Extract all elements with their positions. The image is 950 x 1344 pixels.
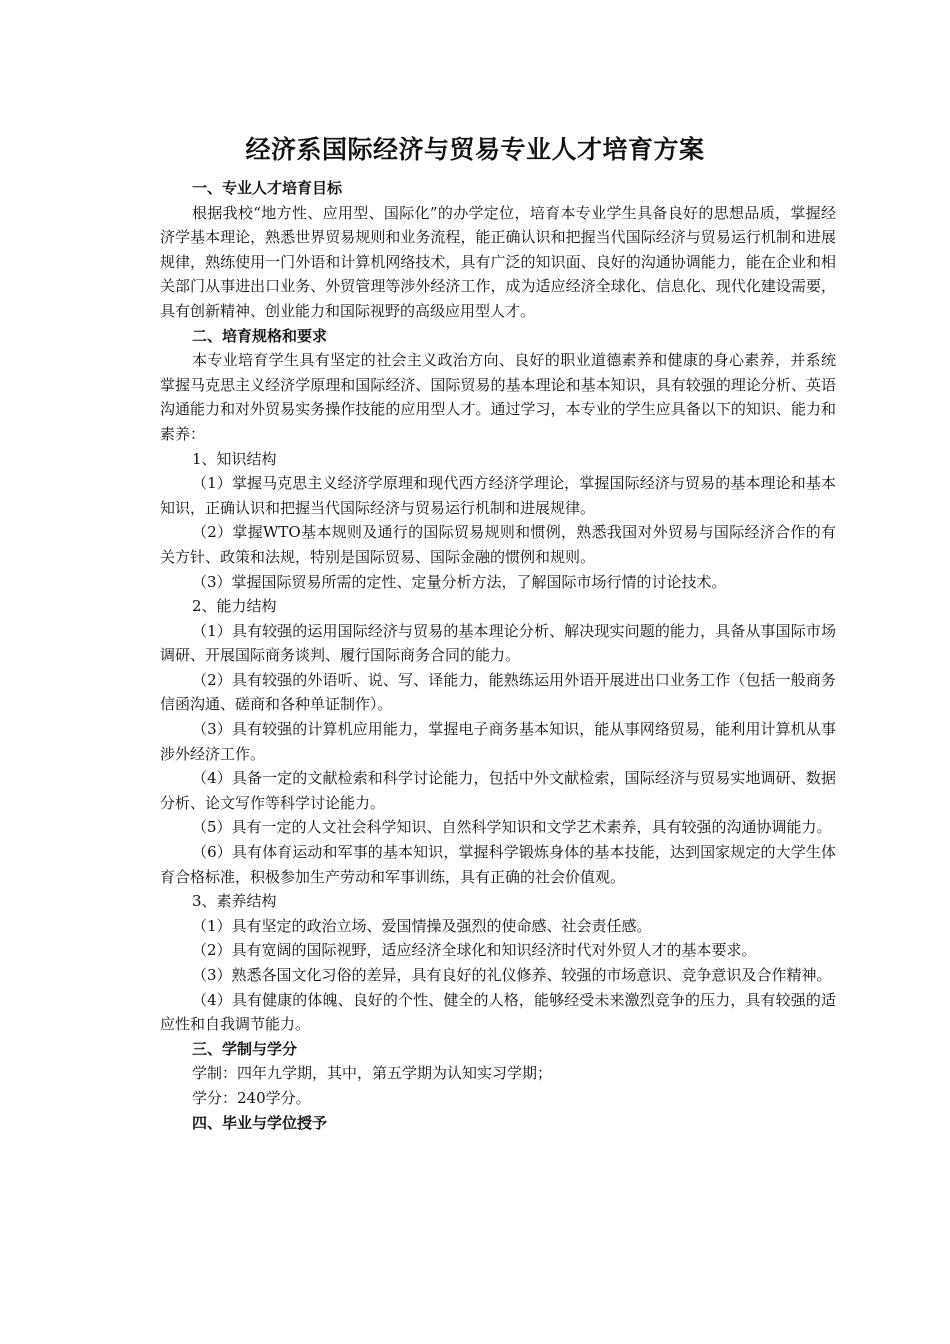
- list-item-quality-1: （1）具有坚定的政治立场、爱国情操及强烈的使命感、社会责任感。: [192, 916, 652, 935]
- subheading-knowledge-structure: 1、知识结构: [192, 449, 277, 468]
- list-item-ability-2: （2）具有较强的外语听、说、写、译能力，能熟练运用外语开展进出口业务工作（包括一般商务信函沟通、磋商和各种单证制作）。: [160, 670, 836, 714]
- section-heading-duration-credits: 三、学制与学分: [192, 1039, 298, 1058]
- list-item-ability-5: （5）具有一定的人文社会科学知识、自然科学知识和文学艺术素养，具有较强的沟通协调能力。: [192, 818, 832, 837]
- section-heading-training-goal: 一、专业人才培育目标: [192, 179, 343, 197]
- line-credits: 学分：240学分。: [192, 1088, 311, 1107]
- document-title: 经济系国际经济与贸易专业人才培育方案: [245, 135, 705, 164]
- document-body: [160, 176, 836, 1135]
- list-item-quality-4: （4）具有健康的体魄、良好的个性、健全的人格，能够经受未来激烈竞争的压力，具有较强的适应性和自我调节能力。: [160, 990, 836, 1034]
- list-item-quality-3: （3）熟悉各国文化习俗的差异，具有良好的礼仪修养、较强的市场意识、竞争意识及合作精神。: [192, 966, 832, 984]
- list-item-knowledge-2: （2）掌握WTO基本规则及通行的国际贸易规则和惯例，熟悉我国对外贸易与国际经济合作的有关方针、政策和法规，特别是国际贸易、国际金融的惯例和规则。: [160, 523, 836, 566]
- list-item-quality-2: （2）具有宽阔的国际视野，适应经济全球化和知识经济时代对外贸人才的基本要求。: [192, 941, 757, 960]
- list-item-knowledge-3: （3）掌握国际贸易所需的定性、定量分析方法，了解国际市场行情的讨论技术。: [192, 572, 727, 591]
- paragraph-training-goal: 根据我校“地方性、应用型、国际化”的办学定位，培育本专业学生具备良好的思想品质，掌握经济学基本理论，熟悉世界贸易规则和业务流程，能正确认识和把握当代国际经济与贸易运行机制和进展规律，熟练使用一门外语和计算机网络技术，具有广泛的知识面、良好的沟通协调能力，能在企业和相关部门从事进出口业务、外贸管理等涉外经济工作，成为适应经济全球化、信息化、现代化建设需要，具有创新精神、创业能力和国际视野的高级应用型人才。: [160, 203, 836, 320]
- section-heading-graduation-degree: 四、毕业与学位授予: [192, 1113, 328, 1132]
- paragraph-requirements: 本专业培育学生具有坚定的社会主义政治方向、良好的职业道德素养和健康的身心素养，并系统掌握马克思主义经济学原理和国际经济、国际贸易的基本理论和基本知识，具有较强的理论分析、英语沟通能力和对外贸易实务操作技能的应用型人才。通过学习，本专业的学生应具备以下的知识、能力和素养：: [160, 351, 836, 443]
- subheading-quality-structure: 3、素养结构: [192, 892, 277, 911]
- list-item-ability-3: （3）具有较强的计算机应用能力，掌握电子商务基本知识，能从事网络贸易，能利用计算机从事涉外经济工作。: [160, 720, 836, 763]
- list-item-knowledge-1: （1）掌握马克思主义经济学原理和现代西方经济学理论，掌握国际经济与贸易的基本理论和基本知识，正确认识和把握当代国际经济与贸易运行机制和进展规律。: [160, 474, 836, 517]
- list-item-ability-1: （1）具有较强的运用国际经济与贸易的基本理论分析、解决现实问题的能力，具备从事国际市场调研、开展国际商务谈判、履行国际商务合同的能力。: [160, 621, 836, 665]
- list-item-ability-4: （4）具备一定的文献检索和科学讨论能力，包括中外文献检索，国际经济与贸易实地调研、数据分析、论文写作等科学讨论能力。: [160, 769, 836, 812]
- subheading-ability-structure: 2、能力结构: [192, 597, 277, 616]
- line-duration: 学制：四年九学期，其中，第五学期为认知实习学期；: [192, 1064, 553, 1083]
- list-item-ability-6: （6）具有体育运动和军事的基本知识，掌握科学锻炼身体的基本技能，达到国家规定的大学生体育合格标准，积极参加生产劳动和军事训练，具有正确的社会价值观。: [160, 843, 836, 886]
- section-heading-requirements: 二、培育规格和要求: [192, 326, 328, 345]
